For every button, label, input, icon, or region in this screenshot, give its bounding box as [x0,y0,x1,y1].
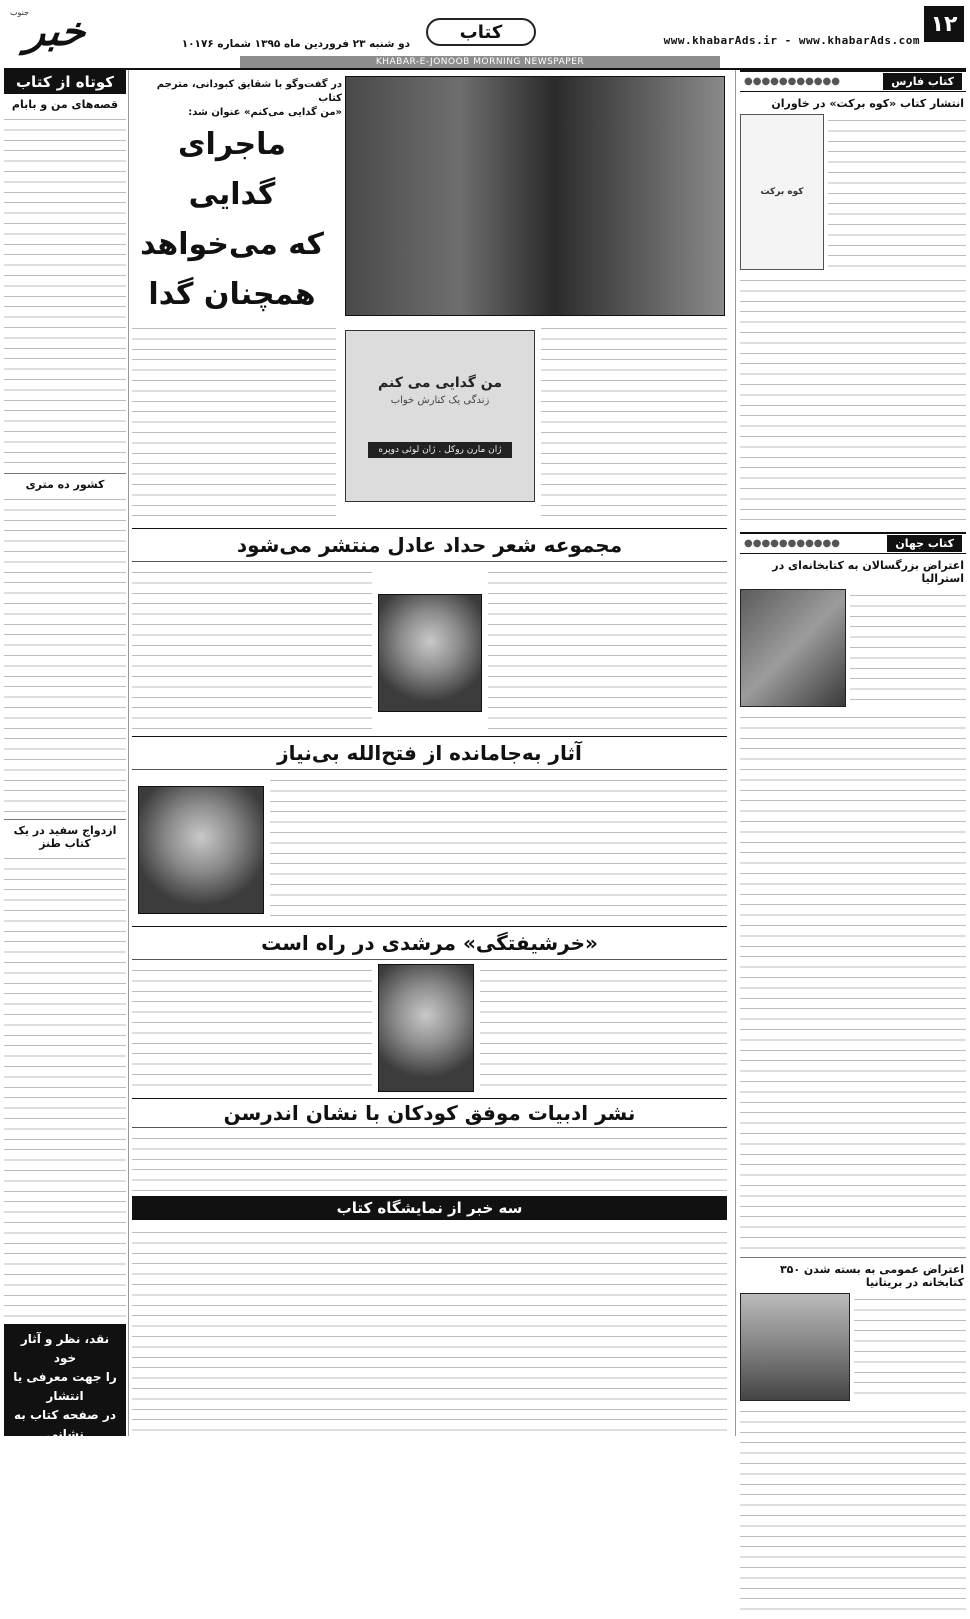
column-divider [735,70,736,1436]
story-text-column [132,1132,727,1192]
book-cover-image [740,114,824,270]
book-subtitle: زندگی یک کنارش خواب [390,394,490,406]
book-title: من گدایی می کنم [378,374,503,391]
story-headline: مجموعه شعر حداد عادل منتشر می‌شود [236,533,623,557]
story-text-column [480,964,727,1094]
box-tag: کتاب فارس [883,73,962,90]
story-header [132,1196,727,1220]
footer-line: زیر ارسال نمایید: [13,1446,117,1460]
book-author: ژان مارن روکل . ژان لوئی دوپره [368,442,511,458]
box-tag: کتاب جهان [887,535,962,552]
story-header [132,926,727,960]
story-headline: «خرشیفتگی» مرشدی در راه است [261,931,598,955]
box-headline: اعتراض عمومی به بسته شدن ۳۵۰ کتابخانه در بریتانیا [779,1263,964,1289]
sidebar-item-heading: کشور ده متری [25,478,105,491]
headline-line: همچنان گدا [148,277,316,312]
sidebar-item-heading: ازدواج سفید در یک کتاب طنز [13,824,117,850]
story-header [132,736,727,770]
author-photo [138,786,264,914]
box-text-block [854,1293,966,1401]
story-text-column [488,566,727,732]
sidebar-item-heading: قصه‌های من و بابام [11,98,119,111]
site-url[interactable]: www.khabarAds.ir - www.khabarAds.com [663,34,920,47]
box-text-block [740,274,966,524]
book-cover-photo [345,330,535,502]
box-headline: انتشار کتاب «کوه برکت» در خاوران [771,97,964,110]
footer-line: را جهت معرفی یا انتشار [13,1370,117,1403]
story-text-column [132,322,336,522]
story-headline: آثار به‌جامانده از فتح‌الله بی‌نیاز [277,741,582,765]
submission-note [4,1324,126,1478]
book-cover-label: کوه برکت [760,187,804,197]
story-text-column [132,1226,727,1436]
kicker-line: «من گدایی می‌کنم» عنوان شد: [188,107,342,118]
newspaper-logo-sub: جنوب [10,8,30,17]
sidebar-title: کوتاه از کتاب [4,70,126,94]
decor-dots: ●●●●●●●●●●● [744,538,840,549]
story-text-column [541,322,727,522]
left-sidebar [4,70,126,1436]
poet-photo [378,594,482,712]
newspaper-logo: خبر [23,8,89,55]
story-text-column [132,566,372,732]
footer-line: نقد، نظر و آثار خود [20,1332,110,1365]
issue-date-number: دو شنبه ۲۳ فروردین ماه ۱۳۹۵ شماره ۱۰۱۷۶ [181,38,410,50]
sidebar-text-block [4,493,126,815]
decor-dots: ●●●●●●●●●●● [744,76,840,87]
story-headline: نشر ادبیات موفق کودکان با نشان اندرسن [223,1101,636,1125]
right-column [740,70,966,1436]
story-kicker [132,78,342,120]
divider [740,1257,966,1258]
box-text-block [740,711,966,1251]
box-text-block [828,114,966,270]
story-text-column [132,964,372,1094]
library-photo [740,1293,850,1401]
story-text-column [270,774,727,920]
translator-portrait [345,76,725,316]
divider [4,819,126,820]
box-header [740,532,966,554]
box-header [740,70,966,92]
masthead-banner: KHABAR-E-JONOOB MORNING NEWSPAPER [240,56,720,68]
story-headline: سه خبر از نمایشگاه کتاب [336,1199,523,1217]
author-photo [378,964,474,1092]
headline-line: ماجرای گدایی [178,127,286,212]
sidebar-text-block [4,852,126,1332]
news-photo [740,589,846,707]
box-text-block [850,589,966,707]
box-text-block [740,1405,966,1619]
sidebar-text-block [4,113,126,469]
story-header [132,1098,727,1128]
story-header [132,528,727,562]
box-headline: اعتراض بزرگسالان به کتابخانه‌ای در استرالیا [772,559,964,585]
footer-line: در صفحه کتاب به نشانی [14,1408,116,1441]
headline-line: که می‌خواهد [140,227,324,262]
column-divider [128,70,129,1436]
submission-email[interactable]: ketab@khabarads.com [8,1467,123,1478]
section-title: کتاب [426,18,536,46]
divider [4,473,126,474]
kicker-line: در گفت‌وگو با شقایق کبودانی، مترجم کتاب [156,79,342,104]
page-number: ۱۲ [924,6,964,42]
